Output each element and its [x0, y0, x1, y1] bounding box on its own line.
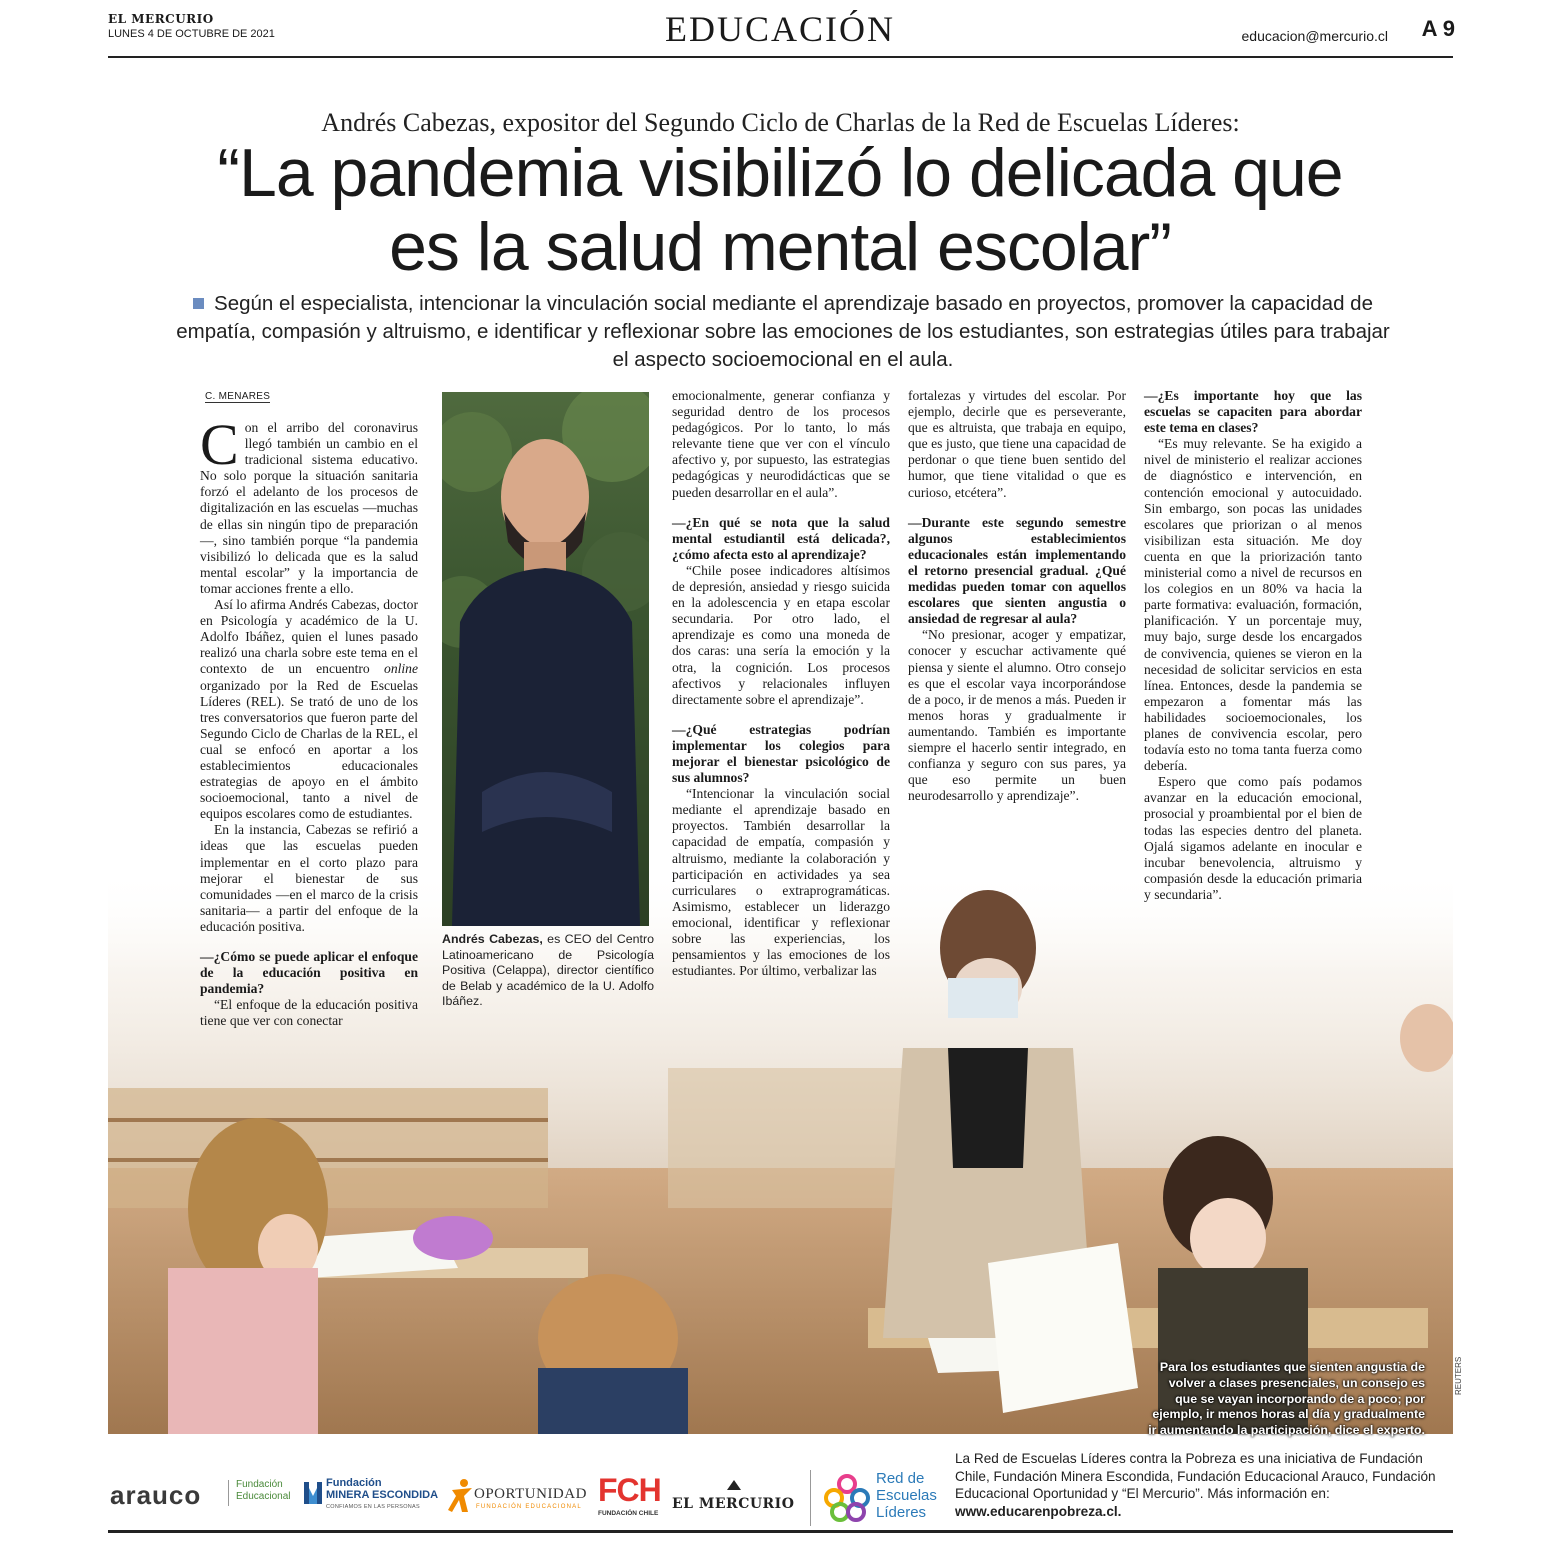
article-column-1 [200, 412, 418, 1029]
mercurio-figure-icon [725, 1478, 743, 1492]
red-text-3: Líderes [876, 1504, 927, 1521]
caption-name: Andrés Cabezas, [442, 932, 543, 946]
page-number: A 9 [1421, 16, 1455, 41]
footer-url[interactable]: www.educarenpobreza.cl. [955, 1503, 1122, 1519]
minera-text-2: MINERA ESCONDIDA [326, 1489, 439, 1501]
col1-paragraph-2a: Así lo afirma Andrés Cabezas, doctor en Psicología y académico de la U. Adolfo Ibáñez, quien el lunes pasado realizó una charla sobre este tema en el contexto de un encuentro [200, 597, 418, 677]
article-column-4 [908, 388, 1126, 804]
summary-square-icon [193, 298, 204, 309]
arauco-logo: arauco [110, 1480, 202, 1510]
col1-paragraph-1: on el arribo del coronavirus llegó también un cambio en el tradicional sistema educativo. No solo porque la situación sanitaria forzó el adelanto de los procesos de digitalización en las escuelas —muchas de ellas sin ningún tipo de preparación—, sino también porque “la pandemia visibilizó lo delicada que es la salud mental escolar” y la importancia de tomar acciones frente a ello. [200, 420, 418, 596]
footer-description: La Red de Escuelas Líderes contra la Pobreza es una iniciativa de Fundación Chile, Fundación Minera Escondida, Fundación Educacional Arauco, Fundación Educacional Oportunidad y “El Mercurio”. Más información en: [955, 1451, 1436, 1501]
question-4: —Durante este segundo semestre algunos establecimientos educacionales están implementando el retorno presencial gradual. ¿Qué medidas pueden tomar con aquellos escolares que sienten angustia o ansiedad de regresar al aula? [908, 514, 1126, 627]
red-escuelas-text [876, 1470, 937, 1521]
answer-5: “Es muy relevante. Se ha exigido a nivel de ministerio el realizar acciones de diagnóstico e intervención, en contención emocional y autocuidado. Sin embargo, son pocas las unidades escolares que priorizan o al menos visibilizan esta situación. Me doy cuenta en que la priorización tanto ministerial como a nivel de recursos en los colegios en un 80% va hacia la parte formativa: evaluación, formación, planificación. Y un porcentaje muy, muy bajo, surge desde los encargados de convivencia, quienes se vieron en la necesidad de solicitar servicios en esta línea. Entonces, desde la pandemia se empezaron a fomentar más las habilidades socioemocionales, los planes de convivencia escolar, pero todavía esto no toma tanta fuerza como debería. [1144, 436, 1362, 774]
question-5: —¿Es importante hoy que las escuelas se capaciten para abordar este tema en clases? [1144, 388, 1362, 436]
col4-paragraph-1: fortalezas y virtudes del escolar. Por ejemplo, decirle que es perseverante, que es altruista, que trabaja en equipo, que es justo, que tiene una capacidad de perdonar o que tiene buen sentido del humor, que tiene vitalidad o que es curioso, etcétera”. [908, 388, 1126, 500]
arauco-subtitle [236, 1479, 290, 1503]
oportunidad-text: OPORTUNIDAD [474, 1486, 587, 1502]
answer-1: “El enfoque de la educación positiva tiene que ver con conectar [200, 997, 418, 1029]
photo-caption: Para los estudiantes que sienten angustia de volver a clases presenciales, un consejo es que se vayan incorporando de a poco; por ejemplo, ir menos horas al día y gradualmente ir aumentando la participación, dice el experto. [1148, 1360, 1425, 1438]
article-column-3 [672, 388, 890, 979]
photo-credit: REUTERS [1454, 1356, 1463, 1395]
red-text-1: Red de [876, 1470, 925, 1487]
article-kicker: Andrés Cabezas, expositor del Segundo Ciclo de Charlas de la Red de Escuelas Líderes: [321, 108, 1240, 137]
minera-escondida-icon [302, 1478, 324, 1508]
red-escuelas-logo [822, 1474, 872, 1529]
fch-logo: FCH [598, 1472, 661, 1508]
oportunidad-figure-icon [448, 1478, 474, 1514]
minera-escondida-logo [302, 1478, 324, 1513]
portrait-image [442, 392, 649, 926]
footer-divider-rule [108, 1530, 1453, 1533]
question-3: —¿Qué estrategias podrían implementar los colegios para mejorar el bienestar psicológico de sus alumnos? [672, 721, 890, 786]
minera-escondida-text [326, 1477, 438, 1513]
oportunidad-logo [448, 1478, 474, 1519]
header-divider [108, 56, 1453, 58]
footer-divider [810, 1470, 811, 1526]
answer-5-continued: Espero que como país podamos avanzar en la educación emocional, prosocial y proambiental por el bien de todas las especies dentro del planeta. Ojalá sigamos adelante en inocular e incubar benevolencia, altruismo y compasión desde la educación primaria y secundaria”. [1144, 774, 1362, 902]
logo-divider [228, 1480, 229, 1506]
col3-paragraph-1: emocionalmente, generar confianza y seguridad dentro de los procesos pedagógicos. Por lo tanto, lo más relevante tiene que ver con el vínculo afectivo y, por supuesto, las estrategias pedagógicas y neurodidácticas que se pueden desarrollar en el aula”. [672, 388, 890, 500]
el-mercurio-logo: EL MERCURIO [672, 1496, 795, 1512]
article-summary [168, 290, 1398, 374]
answer-4: “No presionar, acoger y empatizar, conocer y escuchar activamente qué piensa y siente el alumno. Otro consejo es que el escolar vaya incorporándose de a poco, ir de menos a más. Pueden ir menos horas y gradualmente ir aumentando. También es importante siempre el hacerlo sentir integrado, en confianza y seguro con sus pares, ya que eso permite un buen neurodesarrollo y aprendizaje”. [908, 627, 1126, 804]
drop-cap: C [200, 412, 239, 477]
question-2: —¿En qué se nota que la salud mental estudiantil está delicada?, ¿cómo afecta esto al aprendizaje? [672, 514, 890, 562]
arauco-subtitle-2: Educacional [236, 1491, 291, 1502]
issue-date: LUNES 4 DE OCTUBRE DE 2021 [108, 28, 275, 40]
answer-2: “Chile posee indicadores altísimos de depresión, ansiedad y riesgo suicida en la adolescencia y en etapa escolar secundaria. Por otro lado, el aprendizaje es como una moneda de dos caras: una sería la emoción y la otra, la cognición. Los procesos afectivos y relacionales influyen directamente sobre el aprendizaje”. [672, 562, 890, 707]
headline-line-1: “La pandemia visibilizó lo delicada que [217, 135, 1343, 211]
col1-paragraph-3: En la instancia, Cabezas se refirió a ideas que las escuelas pueden implementar en el corto plazo para mejorar el bienestar de sus comunidades —en el marco de la crisis sanitaria— a partir del enfoque de la educación positiva. [200, 822, 418, 934]
caption-text: es CEO del Centro Latinoamericano de Psicología Positiva (Celappa), director científico de Belab y académico de la U. Adolfo Ibáñez. [442, 932, 654, 1008]
section-title: EDUCACIÓN [665, 9, 895, 49]
byline: C. MENARES [205, 391, 271, 402]
arauco-subtitle-1: Fundación [236, 1479, 283, 1490]
summary-text: Según el especialista, intencionar la vinculación social mediante el aprendizaje basado en proyectos, promover la capacidad de empatía, compasión y altruismo, e identificar y reflexionar sobre las emociones de los estudiantes, son estrategias útiles para trabajar el aspecto socioemocional en el aula. [176, 292, 1390, 371]
fch-subtitle: FUNDACIÓN CHILE [598, 1510, 659, 1517]
col1-paragraph-2b: organizado por la Red de Escuelas Líderes (REL). Se trató de uno de los tres conversatorios que fueron parte del Segundo Ciclo de Charlas de la REL, el cual se enfocó en aportar a los establecimientos educacionales estrategias de apoyo en el ámbito socioemocional, tanto a nivel de equipos escolares como de estudiantes. [200, 677, 418, 822]
red-escuelas-icon [822, 1474, 872, 1524]
answer-3: “Intencionar la vinculación social mediante el aprendizaje basado en proyectos. También desarrollar la capacidad de empatía, compasión y altruismo, mediante la colaboración y participación en actividades ya sea curriculares o extraprogramáticas. Asimismo, establecer un liderazgo emocional, identificar y reflexionar sobre las experiencias, los pensamientos y las emociones de los estudiantes. Por último, verbalizar las [672, 786, 890, 979]
section-email: educacion@mercurio.cl [1241, 28, 1388, 44]
footer-text [955, 1450, 1445, 1520]
mercurio-icon [725, 1478, 743, 1497]
red-text-2: Escuelas [876, 1487, 937, 1504]
portrait-photo [442, 392, 649, 926]
headline-line-2: es la salud mental escolar” [389, 209, 1171, 285]
col1-paragraph-2 [200, 597, 418, 822]
article-column-5 [1144, 388, 1362, 903]
col1-paragraph-2-online: online [384, 661, 418, 677]
masthead: EL MERCURIO [108, 12, 214, 26]
minera-text-1: Fundación [326, 1477, 382, 1489]
oportunidad-subtitle: FUNDACIÓN EDUCACIONAL [476, 1504, 582, 1510]
question-1: —¿Cómo se puede aplicar el enfoque de la educación positiva en pandemia? [200, 949, 418, 997]
article-headline [140, 136, 1420, 284]
portrait-caption [442, 932, 654, 1010]
minera-text-3: CONFIAMOS EN LAS PERSONAS [326, 1504, 420, 1510]
